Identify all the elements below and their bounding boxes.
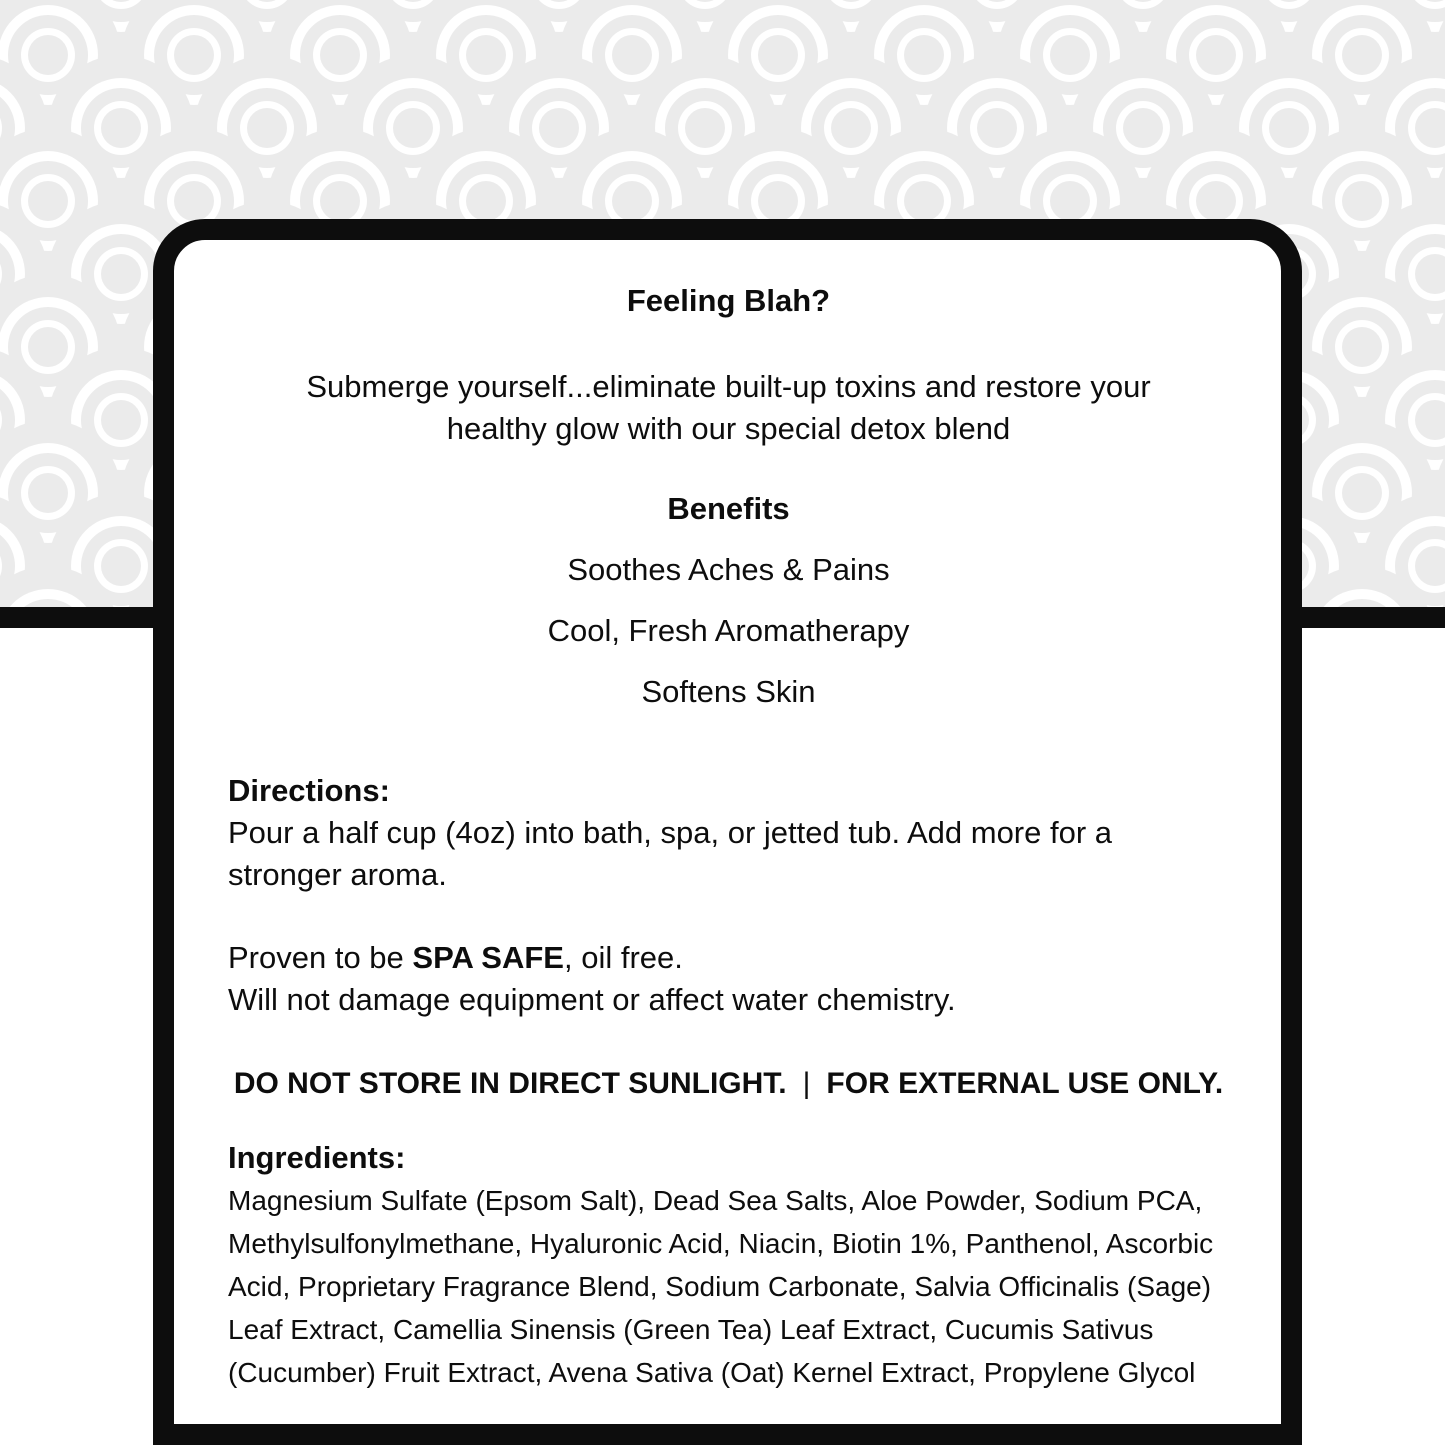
benefit-item-2: Cool, Fresh Aromatherapy	[547, 613, 910, 648]
label-card	[153, 219, 1302, 1445]
ingredients-line-1: Magnesium Sulfate (Epsom Salt), Dead Sea Salts, Aloe Powder, Sodium PCA,	[228, 1185, 1203, 1216]
spa-safe-bold: SPA SAFE	[412, 940, 564, 975]
intro-paragraph	[228, 366, 1229, 450]
spa-safe-suffix: , oil free.	[564, 940, 683, 975]
ingredients-line-3: Acid, Proprietary Fragrance Blend, Sodium Carbonate, Salvia Officinalis (Sage)	[228, 1271, 1212, 1302]
spa-safe-section	[228, 937, 1229, 1021]
ingredients-line-5: (Cucumber) Fruit Extract, Avena Sativa (Oat) Kernel Extract, Propylene Glycol	[228, 1357, 1196, 1388]
warning-line	[228, 1063, 1229, 1105]
headline: Feeling Blah?	[626, 283, 831, 318]
ingredients-paragraph	[228, 1179, 1229, 1394]
benefit-item-1: Soothes Aches & Pains	[567, 552, 890, 587]
directions-section	[228, 770, 1229, 896]
intro-line-2: healthy glow with our special detox blend	[446, 411, 1011, 446]
warning-part-2: FOR EXTERNAL USE ONLY.	[826, 1067, 1224, 1100]
benefits-title: Benefits	[667, 491, 790, 526]
directions-line-1: Pour a half cup (4oz) into bath, spa, or jetted tub. Add more for a	[228, 815, 1113, 850]
ingredients-line-4: Leaf Extract, Camellia Sinensis (Green Tea) Leaf Extract, Cucumis Sativus	[228, 1314, 1154, 1345]
spa-safe-line-1	[228, 937, 1229, 979]
ingredients-line-2: Methylsulfonylmethane, Hyaluronic Acid, Niacin, Biotin 1%, Panthenol, Ascorbic	[228, 1228, 1214, 1259]
label-content	[174, 240, 1281, 1424]
spa-safe-line-2: Will not damage equipment or affect water chemistry.	[228, 982, 956, 1017]
benefit-item-3: Softens Skin	[641, 674, 816, 709]
warning-part-1: DO NOT STORE IN DIRECT SUNLIGHT.	[233, 1067, 787, 1100]
ingredients-title: Ingredients:	[228, 1140, 406, 1175]
spa-safe-prefix: Proven to be	[228, 940, 413, 975]
directions-line-2: stronger aroma.	[228, 857, 447, 892]
warning-separator: |	[802, 1067, 811, 1100]
intro-line-1: Submerge yourself...eliminate built-up toxins and restore your	[306, 369, 1151, 404]
directions-title: Directions:	[228, 773, 390, 808]
